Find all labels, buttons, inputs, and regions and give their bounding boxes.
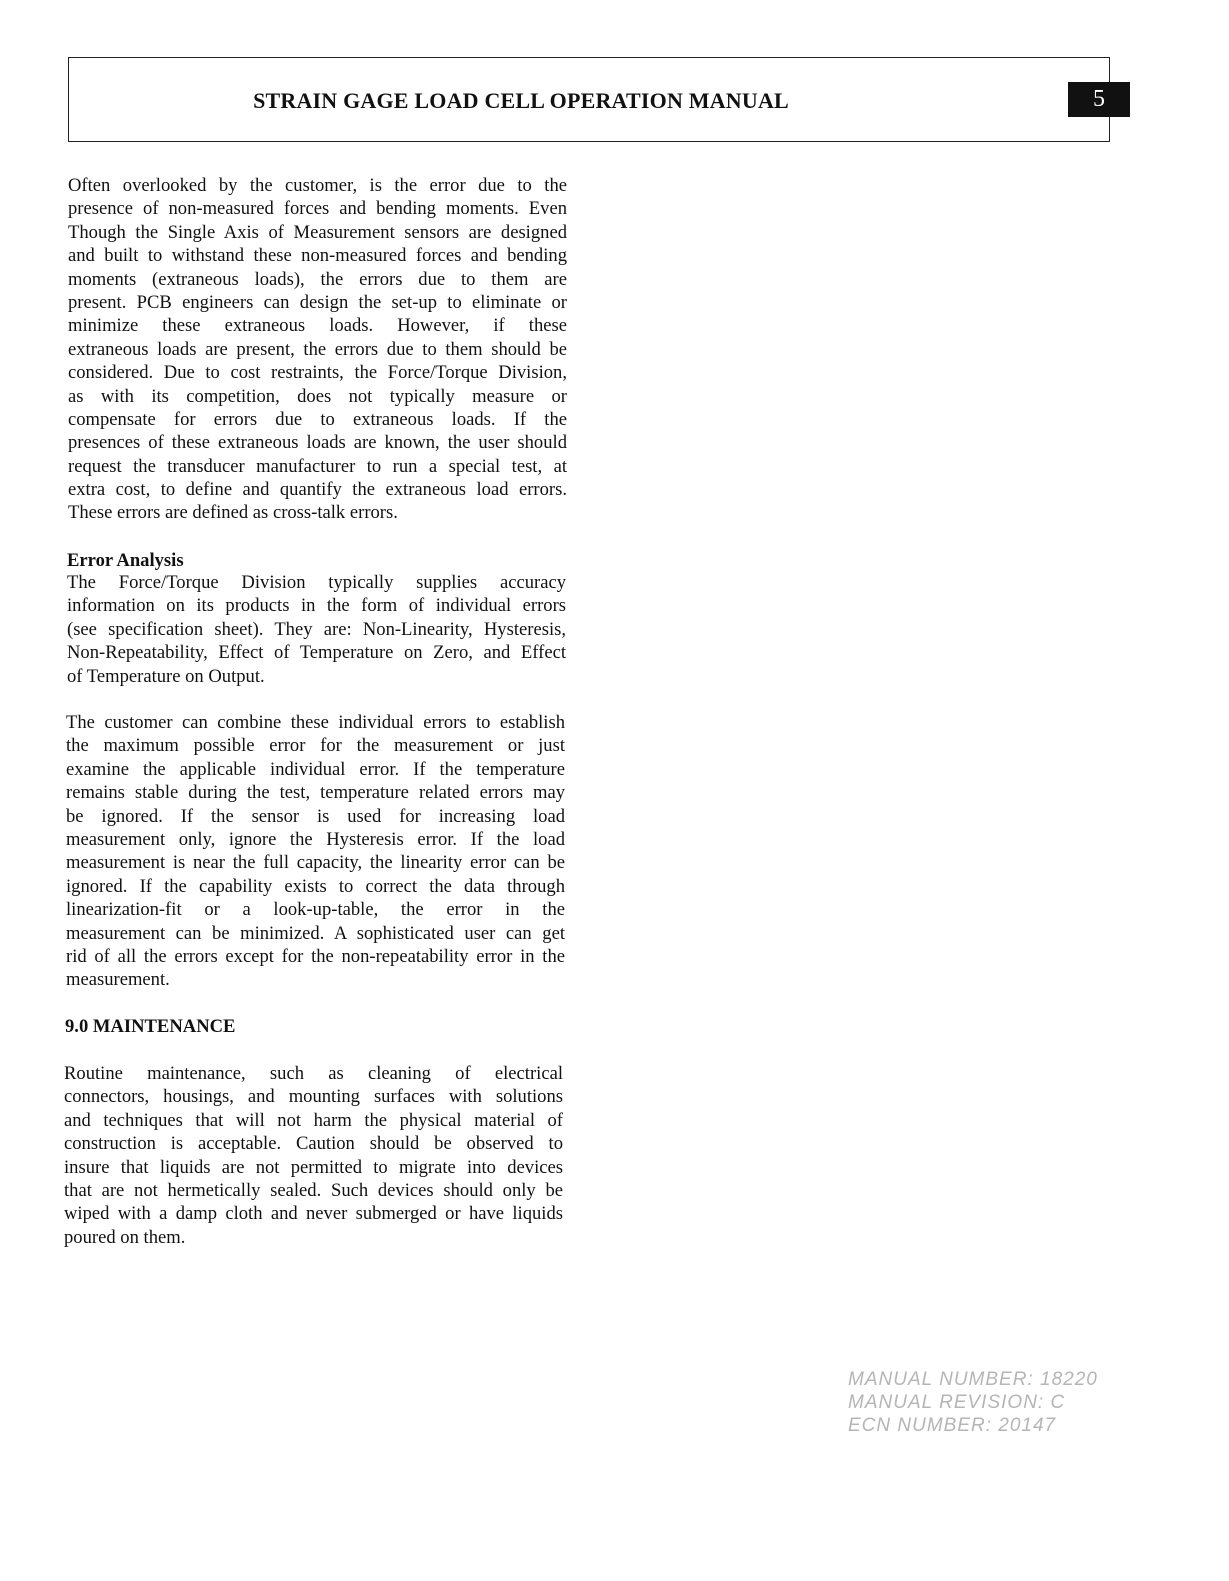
text-line: These errors are defined as cross-talk errors.	[68, 502, 398, 524]
paragraph-error-analysis	[67, 571, 566, 688]
text-line: ignored. If the capability exists to correct the data through	[66, 875, 565, 897]
text-line: information on its products in the form of individual errors	[67, 595, 566, 617]
manual-number: MANUAL NUMBER: 18220	[848, 1369, 1098, 1390]
text-line: minimize these extraneous loads. However, if these	[68, 315, 567, 337]
text-line: compensate for errors due to extraneous loads. If the	[68, 408, 567, 430]
text-line: presences of these extraneous loads are known, the user should	[68, 432, 567, 454]
text-line: as with its competition, does not typically measure or	[68, 385, 567, 407]
text-line: The customer can combine these individual errors to establish	[66, 712, 565, 733]
paragraph-combine-errors	[66, 711, 565, 992]
text-line: insure that liquids are not permitted to migrate into devices	[64, 1156, 563, 1178]
text-line: present. PCB engineers can design the set-up to eliminate or	[68, 291, 567, 313]
text-line: considered. Due to cost restraints, the Force/Torque Division,	[68, 362, 567, 384]
text-line: Often overlooked by the customer, is the error due to the	[68, 175, 567, 196]
manual-info-stamp	[848, 1368, 1098, 1437]
text-line: poured on them.	[64, 1226, 186, 1248]
text-line: (see specification sheet). They are: Non-Linearity, Hysteresis,	[67, 618, 566, 640]
page-title: STRAIN GAGE LOAD CELL OPERATION MANUAL	[253, 88, 789, 113]
text-line: Routine maintenance, such as cleaning of electrical	[64, 1063, 563, 1084]
text-line: request the transducer manufacturer to run a special test, at	[68, 455, 567, 477]
text-line: remains stable during the test, temperature related errors may	[66, 782, 565, 804]
text-line: Though the Single Axis of Measurement sensors are designed	[68, 221, 567, 243]
text-line: connectors, housings, and mounting surfaces with solutions	[64, 1086, 563, 1108]
text-line: wiped with a damp cloth and never submerged or have liquids	[64, 1203, 563, 1225]
heading-error-analysis: Error Analysis	[67, 550, 184, 571]
text-line: construction is acceptable. Caution should be observed to	[64, 1133, 563, 1155]
text-line: moments (extraneous loads), the errors due to them are	[68, 268, 567, 290]
paragraph-maintenance	[64, 1062, 563, 1249]
text-line: measurement is near the full capacity, the linearity error can be	[66, 852, 565, 874]
text-line: that are not hermetically sealed. Such devices should only be	[64, 1179, 563, 1201]
text-line: presence of non-measured forces and bending moments. Even	[68, 198, 567, 220]
heading-maintenance: 9.0 MAINTENANCE	[65, 1016, 236, 1037]
text-line: rid of all the errors except for the non-repeatability error in the	[66, 945, 565, 967]
text-line: The Force/Torque Division typically supplies accuracy	[67, 572, 566, 593]
text-line: and techniques that will not harm the physical material of	[64, 1109, 563, 1131]
text-line: examine the applicable individual error. If the temperature	[66, 758, 565, 780]
text-line: linearization-fit or a look-up-table, the error in the	[66, 899, 565, 921]
text-line: of Temperature on Output.	[67, 665, 265, 687]
text-line: be ignored. If the sensor is used for increasing load	[66, 805, 565, 827]
ecn-number: ECN NUMBER: 20147	[848, 1415, 1057, 1436]
text-line: measurement can be minimized. A sophisticated user can get	[66, 922, 565, 944]
text-line: measurement only, ignore the Hysteresis error. If the load	[66, 828, 565, 850]
paragraph-extraneous-loads	[68, 174, 567, 525]
text-line: measurement.	[66, 969, 170, 991]
text-line: extra cost, to define and quantify the extraneous load errors.	[68, 479, 567, 501]
text-line: and built to withstand these non-measured forces and bending	[68, 245, 567, 267]
text-line: Non-Repeatability, Effect of Temperature on Zero, and Effect	[67, 642, 566, 664]
text-line: the maximum possible error for the measurement or just	[66, 735, 565, 757]
text-line: extraneous loads are present, the errors due to them should be	[68, 338, 567, 360]
page-number: 5	[1068, 82, 1130, 117]
manual-revision: MANUAL REVISION: C	[848, 1392, 1066, 1413]
